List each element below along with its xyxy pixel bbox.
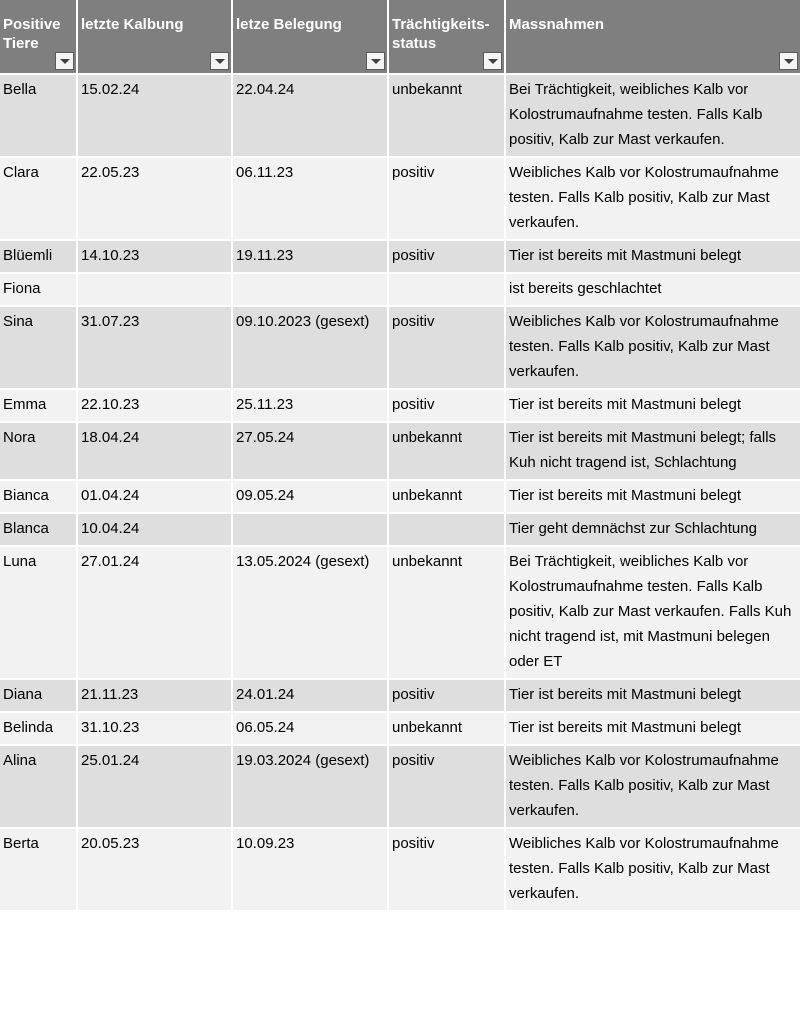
column-header-label: Massnahmen (509, 16, 605, 33)
cell-letzte-kalbung[interactable]: 20.05.23 (77, 828, 232, 911)
filter-dropdown-icon[interactable] (210, 52, 229, 70)
cell-letzte-kalbung[interactable]: 22.10.23 (77, 389, 232, 422)
cell-letzte-belegung[interactable]: 10.09.23 (232, 828, 388, 911)
cell-tier[interactable]: Sina (0, 306, 77, 389)
cell-traechtigkeitsstatus[interactable]: unbekannt (388, 422, 505, 480)
cell-letzte-kalbung[interactable]: 22.05.23 (77, 157, 232, 240)
cell-traechtigkeitsstatus[interactable]: unbekannt (388, 480, 505, 513)
cell-massnahmen[interactable]: Weibliches Kalb vor Kolostrumaufnahme testen. Falls Kalb positiv, Kalb zur Mast verkaufen. (505, 306, 800, 389)
table-row (0, 712, 800, 745)
cell-tier[interactable]: Emma (0, 389, 77, 422)
cell-tier[interactable]: Bianca (0, 480, 77, 513)
cell-letzte-kalbung[interactable]: 31.07.23 (77, 306, 232, 389)
cell-massnahmen[interactable]: Bei Trächtigkeit, weibliches Kalb vor Kolostrumaufnahme testen. Falls Kalb positiv, Kalb zur Mast verkaufen. (505, 74, 800, 157)
table-row (0, 306, 800, 389)
cell-letzte-kalbung[interactable]: 21.11.23 (77, 679, 232, 712)
table-row (0, 422, 800, 480)
cell-traechtigkeitsstatus[interactable]: unbekannt (388, 712, 505, 745)
column-header-label: letze Belegung (236, 16, 342, 33)
cell-letzte-belegung[interactable]: 24.01.24 (232, 679, 388, 712)
cell-traechtigkeitsstatus[interactable]: positiv (388, 157, 505, 240)
table-row (0, 389, 800, 422)
cell-tier[interactable]: Belinda (0, 712, 77, 745)
column-header-label: Trächtigkeits- status (392, 16, 490, 52)
cell-tier[interactable]: Luna (0, 546, 77, 679)
cell-traechtigkeitsstatus[interactable]: positiv (388, 679, 505, 712)
cell-traechtigkeitsstatus[interactable]: positiv (388, 306, 505, 389)
table-row (0, 546, 800, 679)
table-row (0, 74, 800, 157)
table-row (0, 828, 800, 911)
cell-tier[interactable]: Alina (0, 745, 77, 828)
table-body (0, 74, 800, 911)
cell-tier[interactable]: Clara (0, 157, 77, 240)
filter-dropdown-icon[interactable] (55, 52, 74, 70)
cell-massnahmen[interactable]: Tier ist bereits mit Mastmuni belegt (505, 240, 800, 273)
cell-letzte-kalbung[interactable]: 25.01.24 (77, 745, 232, 828)
cell-massnahmen[interactable]: Bei Trächtigkeit, weibliches Kalb vor Kolostrumaufnahme testen. Falls Kalb positiv, Kalb zur Mast verkaufen. Falls Kuh nicht tragend ist, mit Mastmuni belegen oder ET (505, 546, 800, 679)
column-header-label: letzte Kalbung (81, 16, 184, 33)
cell-letzte-belegung[interactable] (232, 273, 388, 306)
cell-tier[interactable]: Berta (0, 828, 77, 911)
cell-letzte-kalbung[interactable]: 31.10.23 (77, 712, 232, 745)
table-row (0, 745, 800, 828)
filter-dropdown-icon[interactable] (483, 52, 502, 70)
cell-letzte-kalbung[interactable] (77, 273, 232, 306)
cell-letzte-belegung[interactable]: 19.11.23 (232, 240, 388, 273)
cell-letzte-belegung[interactable]: 22.04.24 (232, 74, 388, 157)
cell-tier[interactable]: Fiona (0, 273, 77, 306)
table-header (0, 0, 800, 74)
cell-traechtigkeitsstatus[interactable] (388, 513, 505, 546)
cell-letzte-belegung[interactable]: 06.11.23 (232, 157, 388, 240)
cell-letzte-kalbung[interactable]: 01.04.24 (77, 480, 232, 513)
cell-letzte-belegung[interactable]: 06.05.24 (232, 712, 388, 745)
cell-tier[interactable]: Nora (0, 422, 77, 480)
cell-letzte-belegung[interactable]: 09.05.24 (232, 480, 388, 513)
cell-traechtigkeitsstatus[interactable]: positiv (388, 828, 505, 911)
cell-massnahmen[interactable]: ist bereits geschlachtet (505, 273, 800, 306)
table-row (0, 513, 800, 546)
cell-letzte-belegung[interactable]: 25.11.23 (232, 389, 388, 422)
table-row (0, 480, 800, 513)
table-row (0, 240, 800, 273)
cell-massnahmen[interactable]: Tier ist bereits mit Mastmuni belegt (505, 679, 800, 712)
cell-letzte-kalbung[interactable]: 14.10.23 (77, 240, 232, 273)
cell-letzte-belegung[interactable]: 19.03.2024 (gesext) (232, 745, 388, 828)
cell-traechtigkeitsstatus[interactable] (388, 273, 505, 306)
cell-letzte-belegung[interactable]: 27.05.24 (232, 422, 388, 480)
cell-letzte-kalbung[interactable]: 18.04.24 (77, 422, 232, 480)
header-row (0, 0, 800, 74)
cell-traechtigkeitsstatus[interactable]: unbekannt (388, 74, 505, 157)
cell-traechtigkeitsstatus[interactable]: positiv (388, 389, 505, 422)
cell-tier[interactable]: Bella (0, 74, 77, 157)
column-header-label: Positive Tiere (3, 16, 61, 52)
cell-letzte-kalbung[interactable]: 27.01.24 (77, 546, 232, 679)
cell-traechtigkeitsstatus[interactable]: unbekannt (388, 546, 505, 679)
table-row (0, 273, 800, 306)
column-header-massnahmen (505, 0, 800, 74)
cell-traechtigkeitsstatus[interactable]: positiv (388, 240, 505, 273)
cell-letzte-belegung[interactable]: 13.05.2024 (gesext) (232, 546, 388, 679)
table-row (0, 679, 800, 712)
table-row (0, 157, 800, 240)
cell-tier[interactable]: Blüemli (0, 240, 77, 273)
cell-tier[interactable]: Diana (0, 679, 77, 712)
filter-dropdown-icon[interactable] (366, 52, 385, 70)
cell-letzte-kalbung[interactable]: 15.02.24 (77, 74, 232, 157)
cell-massnahmen[interactable]: Weibliches Kalb vor Kolostrumaufnahme testen. Falls Kalb positiv, Kalb zur Mast verkaufen. (505, 828, 800, 911)
filter-dropdown-icon[interactable] (779, 52, 798, 70)
column-header-belegung (232, 0, 388, 74)
cell-tier[interactable]: Blanca (0, 513, 77, 546)
column-header-tiere (0, 0, 77, 74)
cell-massnahmen[interactable]: Tier ist bereits mit Mastmuni belegt; falls Kuh nicht tragend ist, Schlachtung (505, 422, 800, 480)
cell-massnahmen[interactable]: Weibliches Kalb vor Kolostrumaufnahme testen. Falls Kalb positiv, Kalb zur Mast verkaufen. (505, 745, 800, 828)
cell-massnahmen[interactable]: Tier ist bereits mit Mastmuni belegt (505, 712, 800, 745)
column-header-status (388, 0, 505, 74)
cell-massnahmen[interactable]: Tier geht demnächst zur Schlachtung (505, 513, 800, 546)
cell-traechtigkeitsstatus[interactable]: positiv (388, 745, 505, 828)
cell-letzte-belegung[interactable]: 09.10.2023 (gesext) (232, 306, 388, 389)
cell-letzte-belegung[interactable] (232, 513, 388, 546)
column-header-kalbung (77, 0, 232, 74)
cell-massnahmen[interactable]: Weibliches Kalb vor Kolostrumaufnahme testen. Falls Kalb positiv, Kalb zur Mast verkaufen. (505, 157, 800, 240)
cell-massnahmen[interactable]: Tier ist bereits mit Mastmuni belegt (505, 389, 800, 422)
cell-letzte-kalbung[interactable]: 10.04.24 (77, 513, 232, 546)
cell-massnahmen[interactable]: Tier ist bereits mit Mastmuni belegt (505, 480, 800, 513)
